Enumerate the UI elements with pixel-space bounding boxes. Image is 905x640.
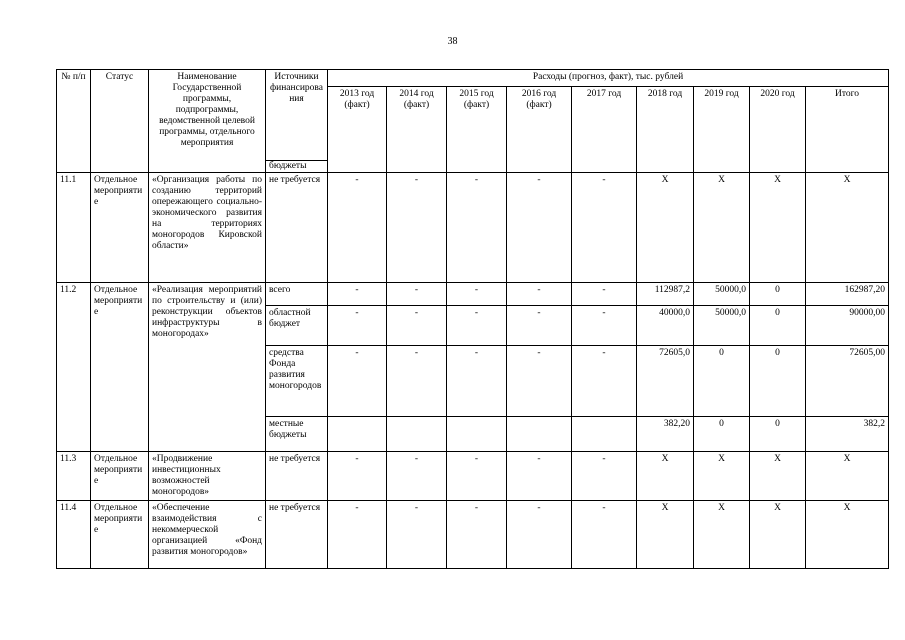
header-year-1: 2014 год (факт) (387, 87, 447, 173)
row-value-3 (507, 417, 572, 452)
row-value-5: 72605,0 (637, 346, 694, 417)
row-value-7: X (750, 501, 806, 569)
row-value-2: - (447, 452, 507, 501)
row-value-6: X (694, 501, 750, 569)
header-expenses: Расходы (прогноз, факт), тыс. рублей (328, 70, 889, 87)
row-value-4: - (572, 452, 637, 501)
row-number: 11.2 (57, 283, 91, 452)
row-value-2 (447, 417, 507, 452)
row-source: не требуется (266, 452, 328, 501)
row-value-2: - (447, 501, 507, 569)
row-status: Отдельное мероприятие (91, 452, 149, 501)
header-year-2: 2015 год (факт) (447, 87, 507, 173)
row-value-4: - (572, 283, 637, 306)
row-value-1: - (387, 306, 447, 346)
row-value-0: - (328, 283, 387, 306)
row-value-4: - (572, 346, 637, 417)
row-value-0: - (328, 452, 387, 501)
row-value-5: 112987,2 (637, 283, 694, 306)
header-year-4: 2017 год (572, 87, 637, 173)
row-name: «Организация работы по созданию территорий опережающего социально-экономического развития на территориях моногородов Кировской области» (149, 173, 266, 283)
row-value-8: X (806, 501, 889, 569)
header-row-1 (57, 70, 889, 87)
row-value-0 (328, 417, 387, 452)
row-value-2: - (447, 173, 507, 283)
row-value-3: - (507, 173, 572, 283)
row-status: Отдельное мероприятие (91, 283, 149, 452)
row-value-7: 0 (750, 306, 806, 346)
row-value-7: 0 (750, 283, 806, 306)
row-value-7: X (750, 452, 806, 501)
row-value-8: 382,2 (806, 417, 889, 452)
row-value-1: - (387, 283, 447, 306)
row-value-6: X (694, 173, 750, 283)
row-value-5: X (637, 173, 694, 283)
row-value-8: 90000,00 (806, 306, 889, 346)
row-value-5: X (637, 452, 694, 501)
expenses-table (56, 69, 889, 569)
row-value-3: - (507, 346, 572, 417)
row-value-0: - (328, 501, 387, 569)
row-value-5: 40000,0 (637, 306, 694, 346)
row-value-3: - (507, 306, 572, 346)
row-status: Отдельное мероприятие (91, 501, 149, 569)
row-source: не требуется (266, 501, 328, 569)
header-year-5: 2018 год (637, 87, 694, 173)
row-value-0: - (328, 173, 387, 283)
row-value-6: 0 (694, 346, 750, 417)
row-value-2: - (447, 283, 507, 306)
row-value-5: X (637, 501, 694, 569)
row-number: 11.4 (57, 501, 91, 569)
header-year-8: Итого (806, 87, 889, 173)
header-no: № п/п (57, 70, 91, 173)
row-source: не требуется (266, 173, 328, 283)
row-number: 11.3 (57, 452, 91, 501)
row-value-6: X (694, 452, 750, 501)
row-number: 11.1 (57, 173, 91, 283)
row-value-5: 382,20 (637, 417, 694, 452)
row-value-8: 72605,00 (806, 346, 889, 417)
row-value-4 (572, 417, 637, 452)
row-source: областной бюджет (266, 306, 328, 346)
row-value-8: X (806, 452, 889, 501)
header-status: Статус (91, 70, 149, 173)
header-source: Источники финансирования (266, 70, 328, 161)
row-value-3: - (507, 283, 572, 306)
row-value-4: - (572, 501, 637, 569)
row-value-3: - (507, 452, 572, 501)
header-name: Наименование Государственной программы, подпрограммы, ведомственной целевой программы, отдельного мероприятия (149, 70, 266, 173)
row-source: средства Фонда развития моногородов (266, 346, 328, 417)
row-value-7: 0 (750, 417, 806, 452)
row-value-1: - (387, 501, 447, 569)
row-value-0: - (328, 346, 387, 417)
row-status: Отдельное мероприятие (91, 173, 149, 283)
row-value-6: 50000,0 (694, 283, 750, 306)
row-value-4: - (572, 306, 637, 346)
row-value-8: X (806, 173, 889, 283)
row-value-7: 0 (750, 346, 806, 417)
header-year-6: 2019 год (694, 87, 750, 173)
row-source: всего (266, 283, 328, 306)
row-name: «Продвижение инвестиционных возможностей моногородов» (149, 452, 266, 501)
header-year-0: 2013 год (факт) (328, 87, 387, 173)
row-value-2: - (447, 346, 507, 417)
table-row (57, 283, 889, 306)
row-value-1 (387, 417, 447, 452)
table-row (57, 501, 889, 569)
row-value-1: - (387, 173, 447, 283)
row-value-4: - (572, 173, 637, 283)
row-source: местные бюджеты (266, 417, 328, 452)
row-value-0: - (328, 306, 387, 346)
row-value-3: - (507, 501, 572, 569)
row-value-6: 0 (694, 417, 750, 452)
table-row (57, 452, 889, 501)
row-value-1: - (387, 452, 447, 501)
row-value-7: X (750, 173, 806, 283)
row-value-6: 50000,0 (694, 306, 750, 346)
row-name: «Реализация мероприятий по строительству и (или) реконструкции объектов инфраструктуры в моногородах» (149, 283, 266, 452)
header-year-3: 2016 год (факт) (507, 87, 572, 173)
row-value-1: - (387, 346, 447, 417)
table-row (57, 173, 889, 283)
page-number: 38 (447, 36, 458, 47)
header-year-7: 2020 год (750, 87, 806, 173)
row-value-2: - (447, 306, 507, 346)
header-stray-source: бюджеты (266, 161, 328, 173)
row-name: «Обеспечение взаимодействия с некоммерческой организацией «Фонд развития моногородов» (149, 501, 266, 569)
row-value-8: 162987,20 (806, 283, 889, 306)
